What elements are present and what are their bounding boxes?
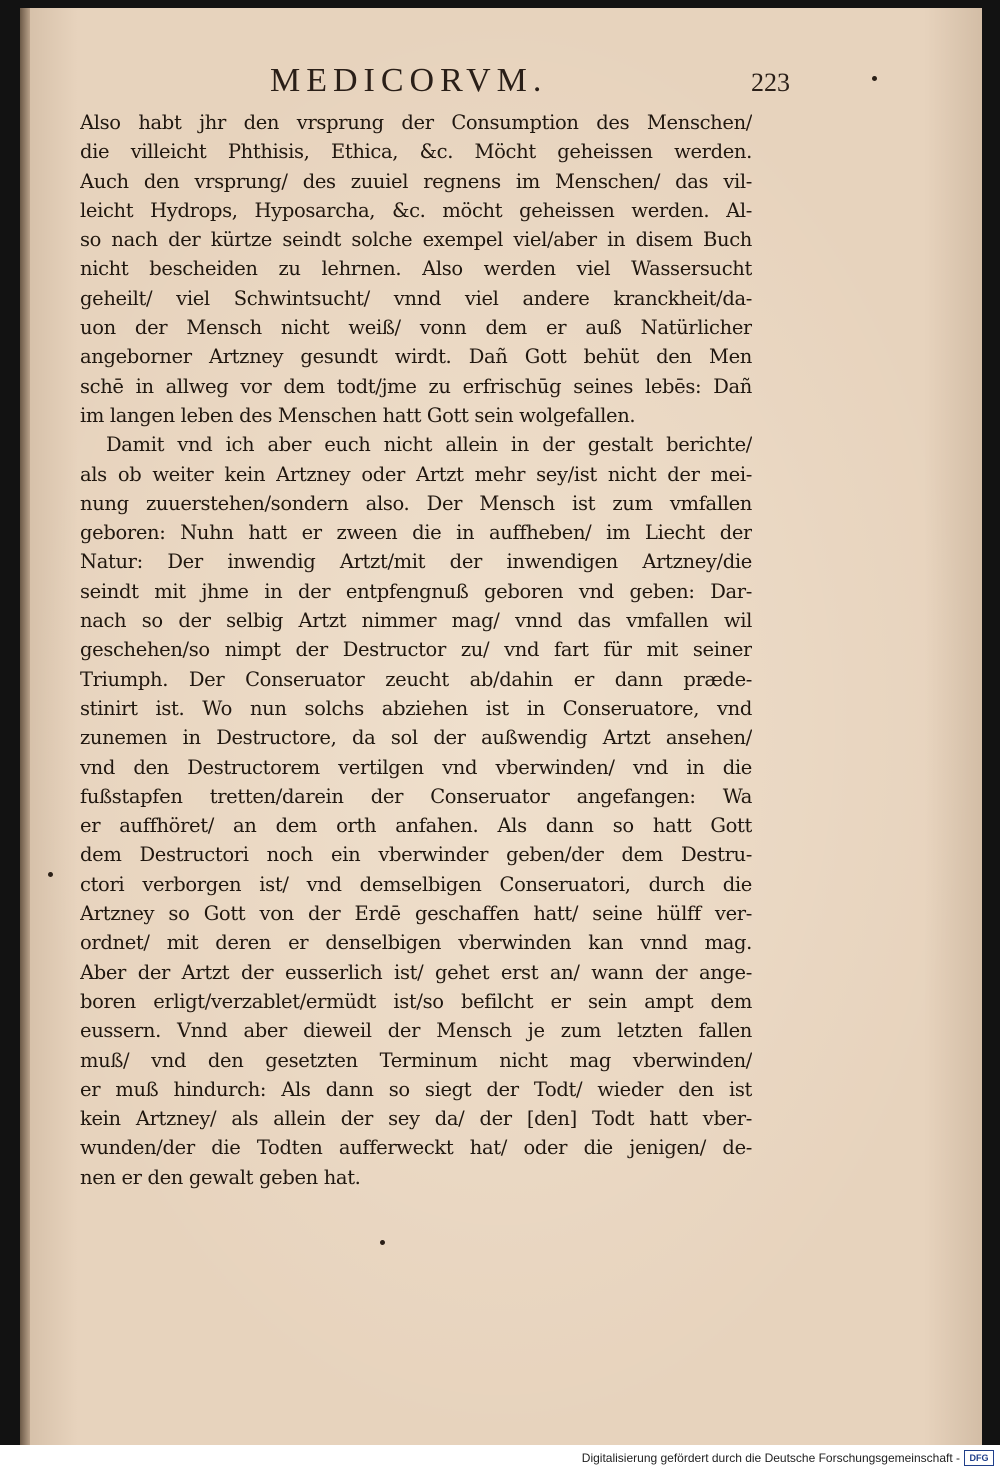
text-line: angeborner Artzney gesundt wirdt. Dañ Gott behüt den Men [80, 345, 752, 369]
text-line: als ob weiter kein Artzney oder Artzt mehr sey/ist nicht der mei- [80, 462, 752, 486]
text-line: seindt mit jhme in der entpfengnuß geboren vnd geben: Dar- [80, 579, 752, 603]
text-line: muß/ vnd den gesetzten Terminum nicht mag vberwinden/ [80, 1048, 752, 1072]
text-line: nicht bescheiden zu lehrnen. Also werden viel Wassersucht [80, 257, 752, 281]
page-number: 223 [751, 68, 790, 97]
ink-speck [48, 872, 53, 877]
text-line: im langen leben des Menschen hatt Gott sein wolgefallen. [80, 403, 636, 427]
text-line: geheilt/ viel Schwintsucht/ vnnd viel andere kranckheit/da- [80, 286, 752, 310]
text-line: fußstapfen tretten/darein der Conseruator angefangen: Wa [80, 784, 752, 808]
text-line: nen er den gewalt geben hat. [80, 1165, 361, 1189]
text-line: dem Destructori noch ein vberwinder geben/der dem Destru- [80, 843, 752, 867]
text-line: Auch den vrsprung/ des zuuiel regnens im Menschen/ das vil- [80, 169, 752, 193]
text-line: die villeicht Phthisis, Ethica, &c. Möcht geheissen werden. [80, 140, 752, 164]
text-line: ordnet/ mit deren er denselbigen vberwinden kan vnnd mag. [80, 931, 752, 955]
text-line: eussern. Vnnd aber dieweil der Mensch je zum letzten fallen [80, 1019, 752, 1043]
page-header [270, 62, 790, 106]
text-line: wunden/der die Todten aufferweckt hat/ oder die jenigen/ de- [80, 1136, 752, 1160]
text-line: Also habt jhr den vrsprung der Consumption des Menschen/ [80, 111, 752, 134]
text-line: er muß hindurch: Als dann so siegt der Todt/ wieder den ist [80, 1077, 752, 1101]
text-block [80, 108, 752, 1192]
text-line: ctori verborgen ist/ vnd demselbigen Conseruatori, durch die [80, 872, 752, 896]
ink-speck [380, 1240, 385, 1245]
text-line: nung zuuerstehen/sondern also. Der Mensch ist zum vmfallen [80, 491, 752, 515]
text-line: vnd den Destructorem vertilgen vnd vberwinden/ vnd in die [80, 755, 752, 779]
ink-speck [872, 76, 877, 81]
text-line: uon der Mensch nicht weiß/ vonn dem er auß Natürlicher [80, 316, 752, 340]
text-line: Damit vnd ich aber euch nicht allein in der gestalt berichte/ [106, 433, 752, 457]
text-line: Artzney so Gott von der Erdē geschaffen hatt/ seine hülff ver- [80, 902, 752, 926]
text-line: kein Artzney/ als allein der sey da/ der [den] Todt hatt vber- [80, 1107, 752, 1131]
text-line: schē in allweg vor dem todt/jme zu erfrischūg seines lebēs: Dañ [80, 374, 752, 398]
text-line: Aber der Artzt der eusserlich ist/ gehet erst an/ wann der ange- [80, 960, 752, 984]
digitization-footer [0, 1445, 1000, 1470]
text-line: stinirt ist. Wo nun solchs abziehen ist in Conseruatore, vnd [80, 696, 752, 720]
text-line: zunemen in Destructore, da sol der außwendig Artzt ansehen/ [80, 726, 752, 750]
text-line: nach so der selbig Artzt nimmer mag/ vnnd das vmfallen wil [80, 609, 752, 633]
text-line: geboren: Nuhn hatt er zween die in auffheben/ im Liecht der [80, 521, 752, 545]
text-line: er auffhöret/ an dem orth anfahen. Als dann so hatt Gott [80, 814, 752, 838]
text-line: so nach der kürtze seindt solche exempel viel/aber in disem Buch [80, 228, 752, 252]
text-line: boren erligt/verzablet/ermüdt ist/so befilcht er sein ampt dem [80, 989, 752, 1013]
text-line: Triumph. Der Conseruator zeucht ab/dahin er dann præde- [80, 667, 752, 691]
book-page [20, 8, 982, 1445]
page-gutter [20, 8, 30, 1445]
dfg-logo: DFG [964, 1450, 994, 1466]
text-line: geschehen/so nimpt der Destructor zu/ vnd fart für mit seiner [80, 638, 752, 662]
funding-credit: Digitalisierung gefördert durch die Deutsche Forschungsgemeinschaft - [581, 1451, 960, 1465]
running-head: MEDICORVM. [270, 62, 548, 99]
text-line: Natur: Der inwendig Artzt/mit der inwendigen Artzney/die [80, 550, 752, 574]
text-line: leicht Hydrops, Hyposarcha, &c. möcht geheissen werden. Al- [80, 198, 752, 222]
